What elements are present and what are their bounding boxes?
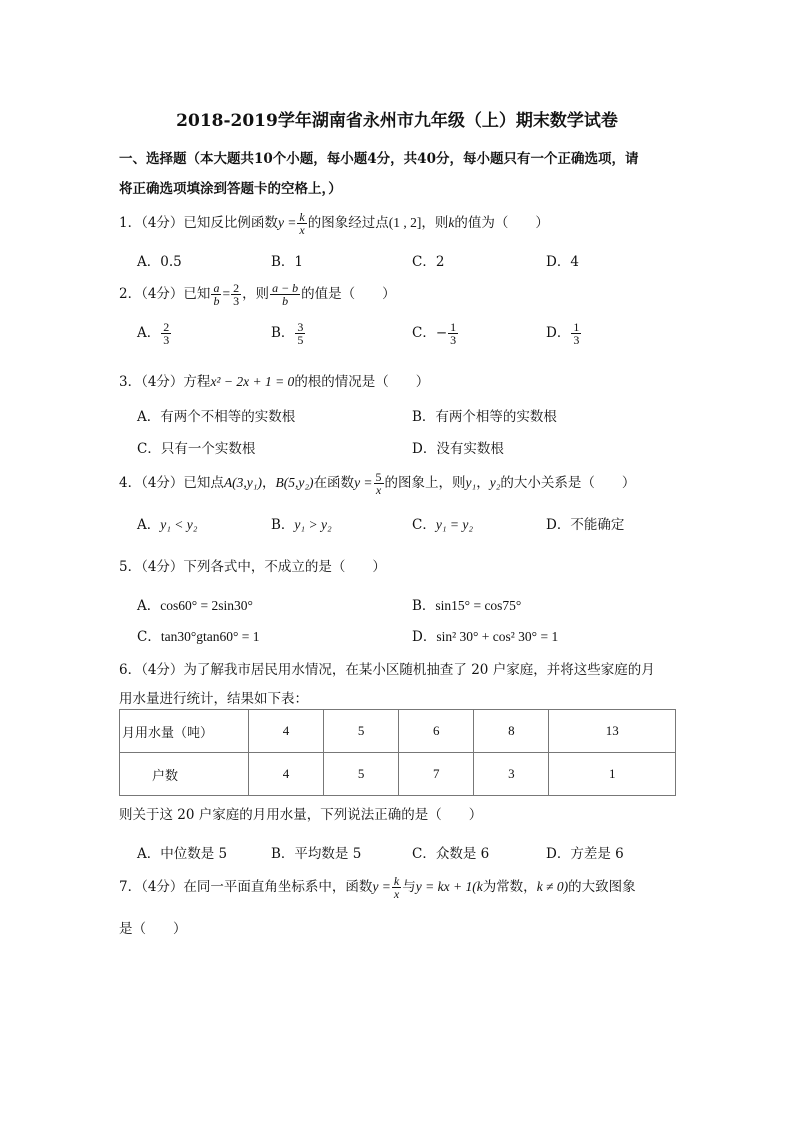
- q4-frac-num: 5: [375, 470, 382, 484]
- table-cell: 4: [249, 753, 324, 796]
- q3-option-d[interactable]: D．没有实数根: [412, 441, 504, 457]
- q2-option-d-den: 3: [573, 333, 580, 347]
- q5-option-d-label: D．: [412, 629, 437, 645]
- q4-option-d-label: D．不能确定: [546, 517, 625, 533]
- q2-option-d-label: D．: [546, 325, 571, 341]
- table-cell: 5: [324, 710, 399, 753]
- q2-f3-den: b: [282, 294, 289, 308]
- q4-option-b-math: y₁ > y₂: [294, 517, 332, 532]
- q2-option-c-sign: −: [435, 325, 448, 341]
- q7-cond: k ≠ 0): [536, 879, 569, 894]
- q4-sep2: ，: [476, 475, 490, 491]
- q4-option-b[interactable]: [271, 513, 332, 533]
- table-header-cell: 月用水量（吨）: [120, 710, 249, 753]
- q1-y-eq: y =: [277, 215, 297, 230]
- table-cell: 4: [249, 710, 324, 753]
- q2-option-d-num: 1: [573, 320, 580, 334]
- q6-option-a[interactable]: A．中位数是 5: [137, 846, 228, 862]
- q2-option-c-den: 3: [450, 333, 457, 347]
- section-heading-line1: 一、选择题（本大题共10个小题，每小题4分，共40分，每小题只有一个正确选项，请: [119, 151, 639, 167]
- q5-option-d[interactable]: [412, 625, 558, 645]
- q1-option-b[interactable]: B．1: [271, 254, 304, 270]
- table-cell: 13: [549, 710, 676, 753]
- q2-option-b[interactable]: [271, 321, 306, 346]
- q2-f2-num: 2: [233, 281, 240, 295]
- q6-option-b[interactable]: B．平均数是 5: [271, 846, 362, 862]
- q2-option-b-num: 3: [297, 320, 304, 334]
- q3-option-a[interactable]: A．有两个不相等的实数根: [137, 409, 296, 425]
- q2-option-a-num: 2: [163, 320, 170, 334]
- q2-suffix: 的值是（ ）: [301, 286, 396, 302]
- q4-v1: y₁: [465, 475, 477, 490]
- question-6-line2: 用水量进行统计，结果如下表：: [119, 691, 308, 707]
- q5-option-c-label: C．: [137, 629, 161, 645]
- table-cell: 5: [324, 753, 399, 796]
- q7-func2: y = kx + 1(k: [415, 879, 483, 894]
- water-usage-table: [119, 709, 676, 796]
- q2-option-a-den: 3: [163, 333, 170, 347]
- q7-prefix: 7．（4分）在同一平面直角坐标系中，函数: [119, 879, 373, 895]
- q1-option-d[interactable]: D．4: [546, 254, 579, 270]
- q4-suffix: 的大小关系是（ ）: [500, 475, 636, 491]
- q4-option-d[interactable]: [546, 513, 624, 533]
- q4-option-c-label: C．: [412, 517, 436, 533]
- table-header-cell: 户数: [120, 753, 249, 796]
- q7-suffix: 的大致图象: [568, 879, 636, 895]
- q1-frac-den: x: [299, 223, 305, 237]
- table-cell: 1: [549, 753, 676, 796]
- q4-sep: ，: [262, 475, 276, 491]
- q6-option-d[interactable]: D．方差是 6: [546, 846, 624, 862]
- question-4: [119, 471, 635, 496]
- q7-y-eq: y =: [372, 879, 391, 894]
- q5-option-b[interactable]: [412, 594, 521, 614]
- q2-f1-num: a: [213, 281, 220, 295]
- q1-var: k: [448, 215, 455, 230]
- q4-option-c[interactable]: [412, 513, 473, 533]
- q2-option-c[interactable]: [412, 321, 459, 346]
- q2-f3-num: a − b: [272, 281, 299, 295]
- question-6-after: 则关于这 20 户家庭的月用水量，下列说法正确的是（ ）: [119, 807, 483, 823]
- q4-option-c-math: y₁ = y₂: [435, 517, 474, 532]
- section-heading-line2: 将正确选项填涂到答题卡的空格上，）: [119, 181, 342, 197]
- q1-option-a[interactable]: A．0.5: [137, 254, 182, 270]
- table-row: [120, 753, 676, 796]
- q3-option-b[interactable]: B．有两个相等的实数根: [412, 409, 557, 425]
- q7-mid: 与: [402, 879, 416, 895]
- q2-option-a-label: A．: [137, 325, 161, 341]
- question-6-line1: 6．（4分）为了解我市居民用水情况，在某小区随机抽查了 20 户家庭，并将这些家庭的月: [119, 662, 655, 678]
- q5-option-a-math: cos60° = 2sin30°: [160, 598, 253, 613]
- table-cell: 7: [399, 753, 474, 796]
- q2-option-b-den: 5: [297, 333, 304, 347]
- q6-option-c[interactable]: C．众数是 6: [412, 846, 490, 862]
- q4-point-a: A(3,y₁): [223, 475, 262, 490]
- q2-f1-den: b: [213, 294, 220, 308]
- question-5: 5．（4分）下列各式中，不成立的是（ ）: [119, 559, 386, 575]
- question-7: [119, 875, 636, 900]
- table-cell: 6: [399, 710, 474, 753]
- q4-frac-den: x: [375, 483, 382, 497]
- q2-eq: =: [222, 286, 231, 301]
- q5-option-c-math: tan30°gtan60° = 1: [160, 629, 260, 644]
- q4-point-b: B(5,y₂): [275, 475, 314, 490]
- q4-option-a[interactable]: [137, 513, 197, 533]
- q5-option-a[interactable]: [137, 594, 253, 614]
- q2-option-d[interactable]: [546, 321, 582, 346]
- q4-v2: y₂: [489, 475, 501, 490]
- q2-f2-den: 3: [233, 294, 240, 308]
- q5-option-d-math: sin² 30° + cos² 30° = 1: [436, 629, 559, 644]
- q1-mid: 的图象经过点: [307, 215, 389, 231]
- question-3: [119, 370, 429, 390]
- table-cell: 3: [474, 753, 549, 796]
- q1-point: (1 , 2]: [388, 215, 422, 230]
- q4-option-b-label: B．: [271, 517, 295, 533]
- question-2: [119, 282, 396, 307]
- q5-option-b-label: B．: [412, 598, 436, 614]
- q4-prefix: 4．（4分）已知点: [119, 475, 224, 491]
- q5-option-c[interactable]: [137, 625, 260, 645]
- q2-option-c-label: C．: [412, 325, 436, 341]
- q4-option-a-label: A．: [137, 517, 161, 533]
- q5-option-b-math: sin15° = cos75°: [435, 598, 522, 613]
- q7-frac-num: k: [393, 874, 400, 888]
- table-cell: 8: [474, 710, 549, 753]
- q5-option-a-label: A．: [137, 598, 161, 614]
- q7-mid2: 为常数，: [482, 879, 537, 895]
- q4-mid2: 的图象上，则: [384, 475, 466, 491]
- q3-option-c[interactable]: C．只有一个实数根: [137, 441, 256, 457]
- q2-option-a[interactable]: [137, 321, 172, 346]
- q1-frac-num: k: [299, 210, 305, 224]
- q4-option-a-math: y₁ < y₂: [160, 517, 198, 532]
- q1-prefix: 1．（4分）已知反比例函数: [119, 215, 278, 231]
- q3-equation: x² − 2x + 1 = 0: [210, 374, 295, 389]
- q3-suffix: 的根的情况是（ ）: [294, 374, 430, 390]
- q1-suffix2: 的值为（ ）: [454, 215, 549, 231]
- q2-option-c-num: 1: [450, 320, 457, 334]
- q1-option-c[interactable]: C．2: [412, 254, 445, 270]
- q4-mid: 在函数: [313, 475, 355, 491]
- question-7-line2: 是（ ）: [119, 921, 187, 937]
- q2-mid: ，则: [242, 286, 270, 302]
- q3-prefix: 3．（4分）方程: [119, 374, 211, 390]
- q2-option-b-label: B．: [271, 325, 295, 341]
- q2-prefix: 2．（4分）已知: [119, 286, 211, 302]
- q1-suffix1: ，则: [421, 215, 449, 231]
- q4-y-eq: y =: [354, 475, 373, 490]
- q7-frac-den: x: [393, 887, 400, 901]
- table-row: [120, 710, 676, 753]
- page-title: 2018-2019学年湖南省永州市九年级（上）期末数学试卷: [176, 111, 618, 131]
- question-1: [119, 211, 549, 236]
